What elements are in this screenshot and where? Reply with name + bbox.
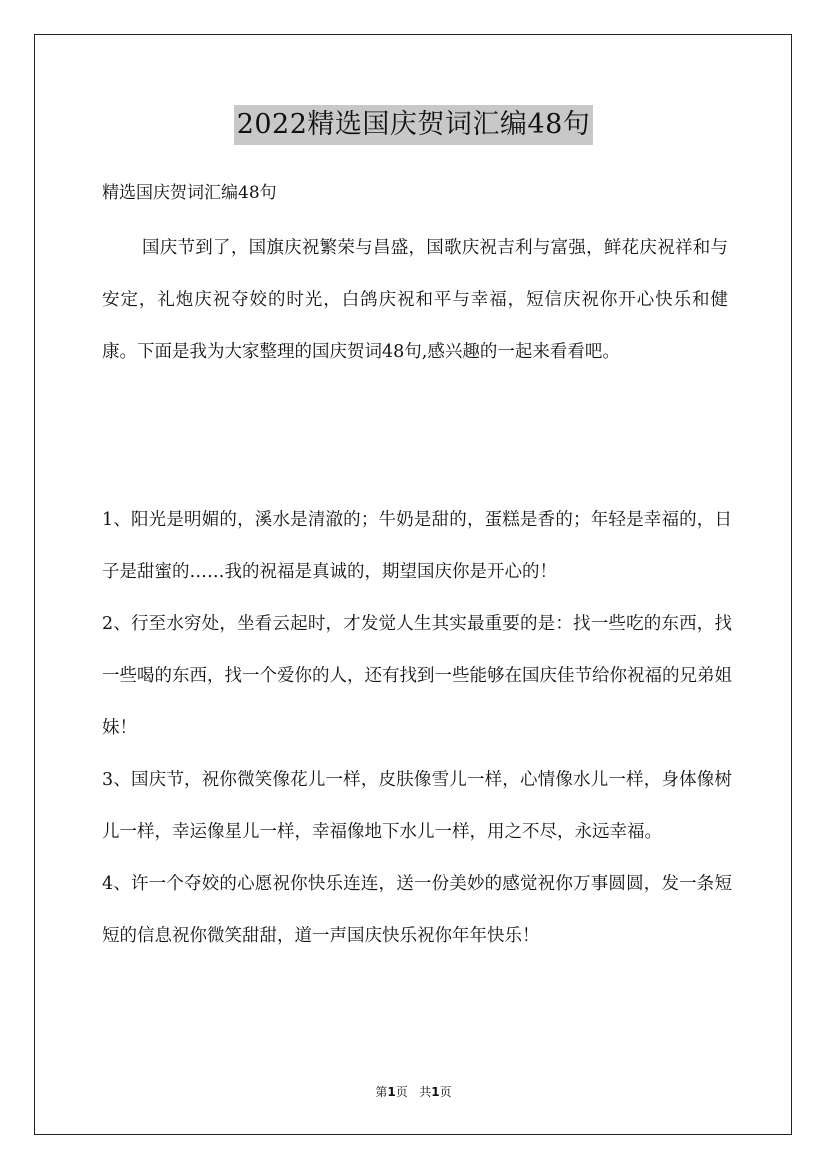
list-item: 3、国庆节，祝你微笑像花儿一样，皮肤像雪儿一样，心情像水儿一样，身体像树儿一样，幸运像星儿一样，幸福像地下水儿一样，用之不尽，永远幸福。 bbox=[102, 770, 732, 842]
page-footer bbox=[0, 1083, 827, 1101]
total-suffix: 页 bbox=[439, 1085, 452, 1099]
page-suffix: 页 bbox=[395, 1085, 408, 1099]
document-subtitle: 精选国庆贺词汇编48句 bbox=[102, 183, 277, 203]
list-item: 2、行至水穷处，坐看云起时，才发觉人生其实最重要的是：找一些吃的东西，找一些喝的东西，找一个爱你的人，还有找到一些能够在国庆佳节给你祝福的兄弟姐妹！ bbox=[102, 614, 732, 738]
document-title-block bbox=[0, 102, 827, 145]
list-item: 1、阳光是明媚的，溪水是清澈的；牛奶是甜的，蛋糕是香的；年轻是幸福的，日子是甜蜜的……我的祝福是真诚的，期望国庆你是开心的！ bbox=[102, 510, 732, 582]
list-item: 4、许一个夺姣的心愿祝你快乐连连，送一份美妙的感觉祝你万事圆圆，发一条短短的信息祝你微笑甜甜，道一声国庆快乐祝你年年快乐！ bbox=[102, 874, 732, 946]
page-prefix: 第 bbox=[375, 1085, 388, 1099]
page-total: 1 bbox=[431, 1085, 440, 1099]
greeting-list bbox=[102, 494, 732, 962]
intro-paragraph: 国庆节到了，国旗庆祝繁荣与昌盛，国歌庆祝吉利与富强，鲜花庆祝祥和与安定，礼炮庆祝夺姣的时光，白鸽庆祝和平与幸福，短信庆祝你开心快乐和健康。下面是我为大家整理的国庆贺词48句,感兴趣的一起来看看吧。 bbox=[102, 238, 728, 362]
page-number: 1 bbox=[387, 1085, 396, 1099]
document-title: 2022精选国庆贺词汇编48句 bbox=[234, 105, 594, 145]
total-prefix: 共 bbox=[419, 1085, 432, 1099]
